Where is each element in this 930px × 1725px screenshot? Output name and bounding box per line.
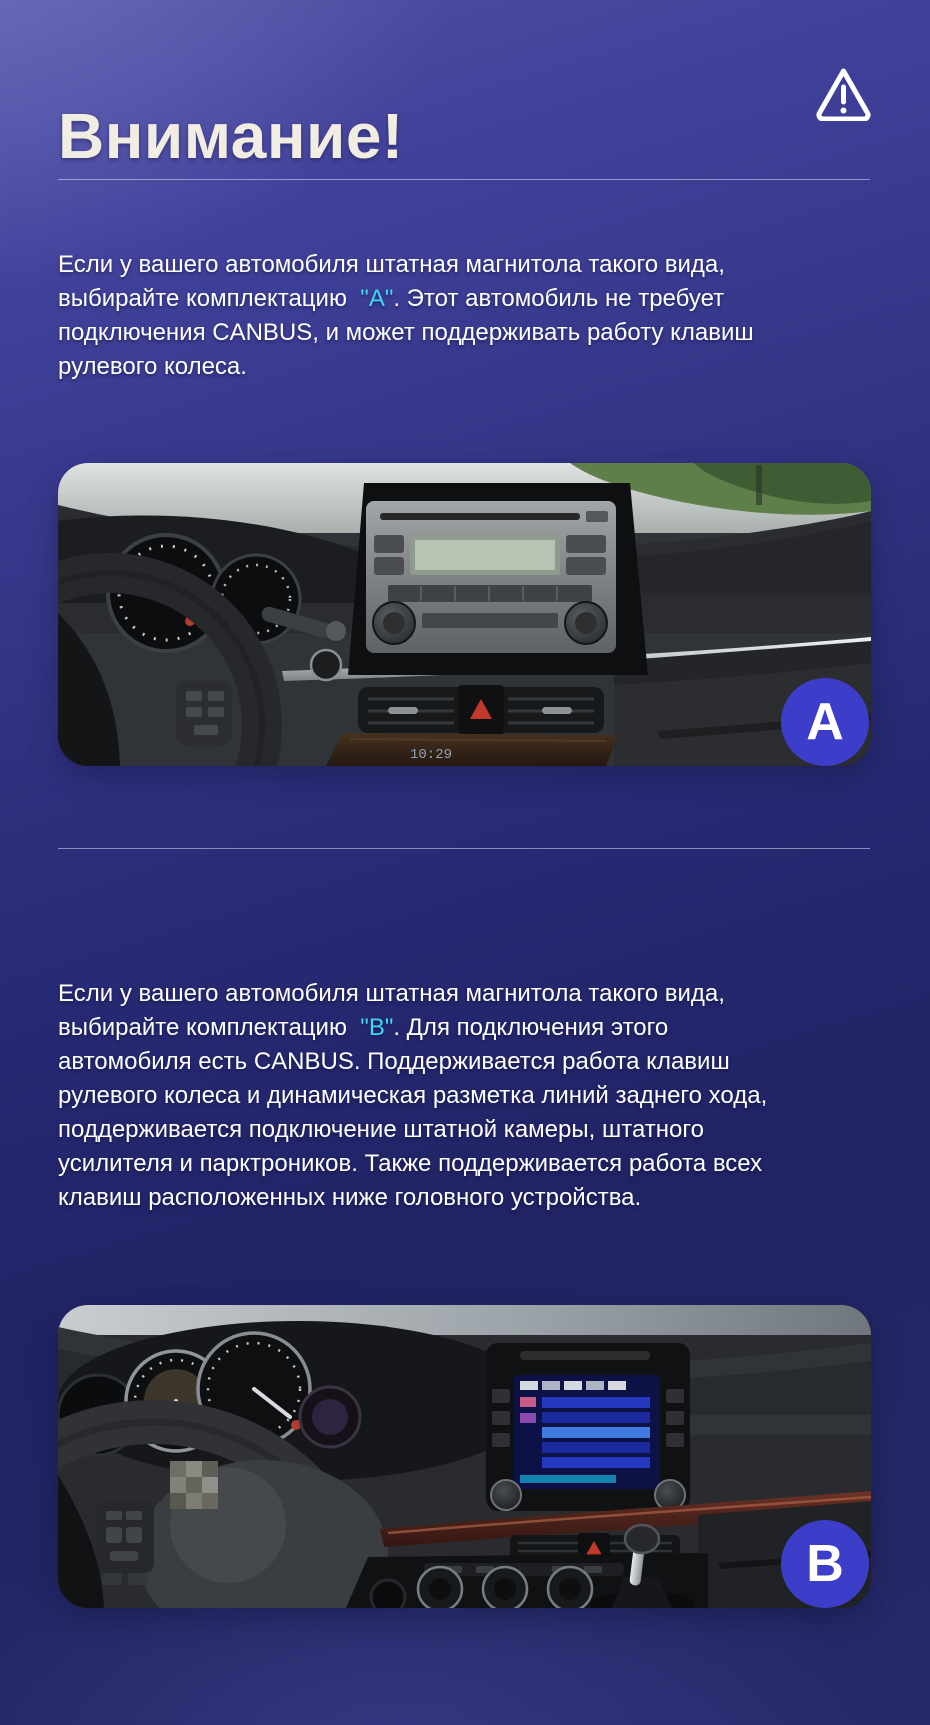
divider [58, 848, 870, 849]
badge-b: B [781, 1520, 869, 1608]
photo-card-b [58, 1305, 871, 1608]
page-title: Внимание! [58, 99, 404, 172]
svg-text:10:29: 10:29 [410, 747, 453, 763]
photo-card-a [58, 463, 871, 766]
paragraph-b-after: . Для подключения этого автомобиля есть CANBUS. Поддерживается работа клавиш рулевого колеса и динамическая разметка линий заднего хода, поддерживается подключение штатной камеры, штатного усилителя и парктроников. Также поддерживается работа всех клавиш расположенных ниже головного устройства. [58, 1014, 768, 1211]
paragraph-b-before: Если у вашего автомобиля штатная магнитола такого вида, выбирайте комплектацию [58, 980, 725, 1041]
dashboard-photo-a [58, 463, 871, 766]
badge-a: A [781, 678, 869, 766]
paragraph-a-after: . Этот автомобиль не требует подключения CANBUS, и может поддерживать работу клавиш рулевого колеса. [58, 285, 754, 380]
paragraph-config-b [58, 977, 784, 1215]
warning-triangle-icon [815, 66, 872, 121]
paragraph-a-before: Если у вашего автомобиля штатная магнитола такого вида, выбирайте комплектацию [58, 251, 725, 312]
config-letter-a-highlight: "А" [360, 285, 394, 312]
dashboard-photo-b [58, 1305, 871, 1608]
divider [58, 179, 870, 180]
paragraph-config-a [58, 248, 784, 384]
config-letter-b-highlight: "B" [360, 1014, 394, 1041]
